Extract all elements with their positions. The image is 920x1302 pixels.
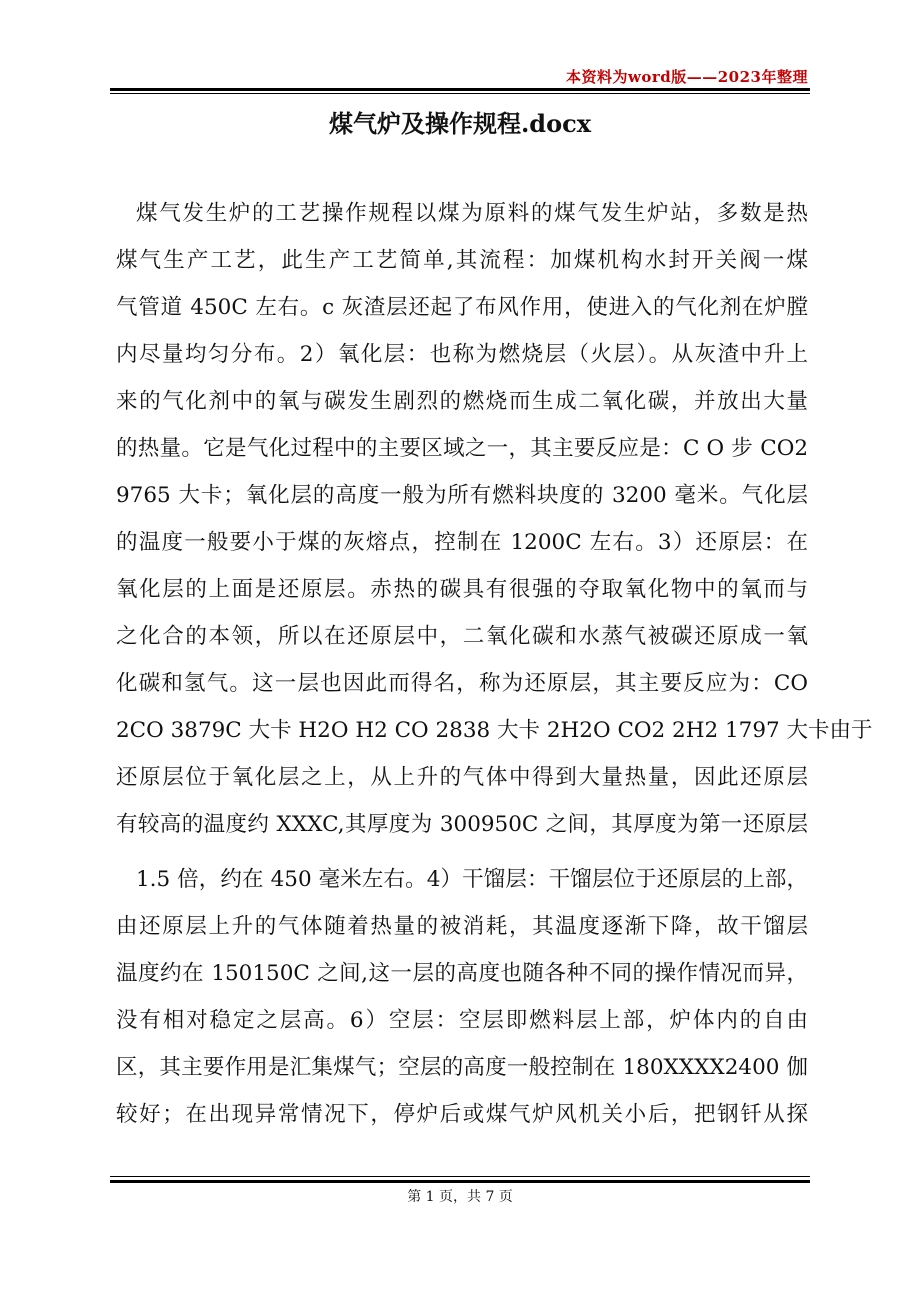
body-line: 温度约在 150150C 之间,这一层的高度也随各种不同的操作情况而异， [116,961,808,986]
body-line: 的温度一般要小于煤的灰熔点，控制在 1200C 左右。3）还原层：在 [116,530,808,555]
page-number: 第 1 页，共 7 页 [407,1189,513,1205]
body-line: 由还原层上升的气体随着热量的被消耗，其温度逐渐下降，故干馏层 [116,914,808,939]
footer-rule-thin [110,1176,810,1177]
header-note: 本资料为word版——2023年整理 [565,68,808,86]
body-line: 内尽量均匀分布。2）氧化层：也称为燃烧层（火层）。从灰渣中升上 [116,342,808,367]
body-line: 氧化层的上面是还原层。赤热的碳具有很强的夺取氧化物中的氧而与 [116,577,808,602]
body-line: 有较高的温度约 XXXC,其厚度为 300950C 之间，其厚度为第一还原层 [116,812,808,837]
body-line: 来的气化剂中的氧与碳发生剧烈的燃烧而生成二氧化碳，并放出大量 [116,389,808,414]
body-line: 的热量。它是气化过程中的主要区域之一，其主要反应是：C O 步 CO2 [116,436,808,461]
body-line: 化碳和氢气。这一层也因此而得名，称为还原层，其主要反应为：CO [116,671,808,696]
body-line: 2CO 3879C 大卡 H2O H2 CO 2838 大卡 2H2O CO2 2H2 1797 大卡由于 [116,718,873,743]
body-line: 较好；在出现异常情况下，停炉后或煤气炉风机关小后，把钢钎从探 [116,1102,808,1127]
body-line: 1.5 倍，约在 450 毫米左右。4）干馏层：干馏层位于还原层的上部， [136,867,808,892]
body-line: 9765 大卡；氧化层的高度一般为所有燃料块度的 3200 毫米。气化层 [116,483,808,508]
body-line: 没有相对稳定之层高。6）空层：空层即燃料层上部，炉体内的自由 [116,1008,808,1033]
body-line: 之化合的本领，所以在还原层中，二氧化碳和水蒸气被碳还原成一氧 [116,624,808,649]
body-line: 煤气发生炉的工艺操作规程以煤为原料的煤气发生炉站，多数是热 [136,201,808,226]
header-rule-thick [110,88,810,91]
body-line: 煤气生产工艺，此生产工艺简单,其流程：加煤机构水封开关阀一煤 [116,248,808,273]
footer-rule-thick [110,1180,810,1183]
body-line: 气管道 450C 左右。c 灰渣层还起了布风作用，使进入的气化剂在炉膛 [116,295,808,320]
body-line: 区，其主要作用是汇集煤气；空层的高度一般控制在 180XXXX2400 伽 [116,1055,808,1080]
document-title: 煤气炉及操作规程.docx [328,109,592,138]
header-rule-thin [110,93,810,94]
body-line: 还原层位于氧化层之上，从上升的气体中得到大量热量，因此还原层 [116,765,808,790]
